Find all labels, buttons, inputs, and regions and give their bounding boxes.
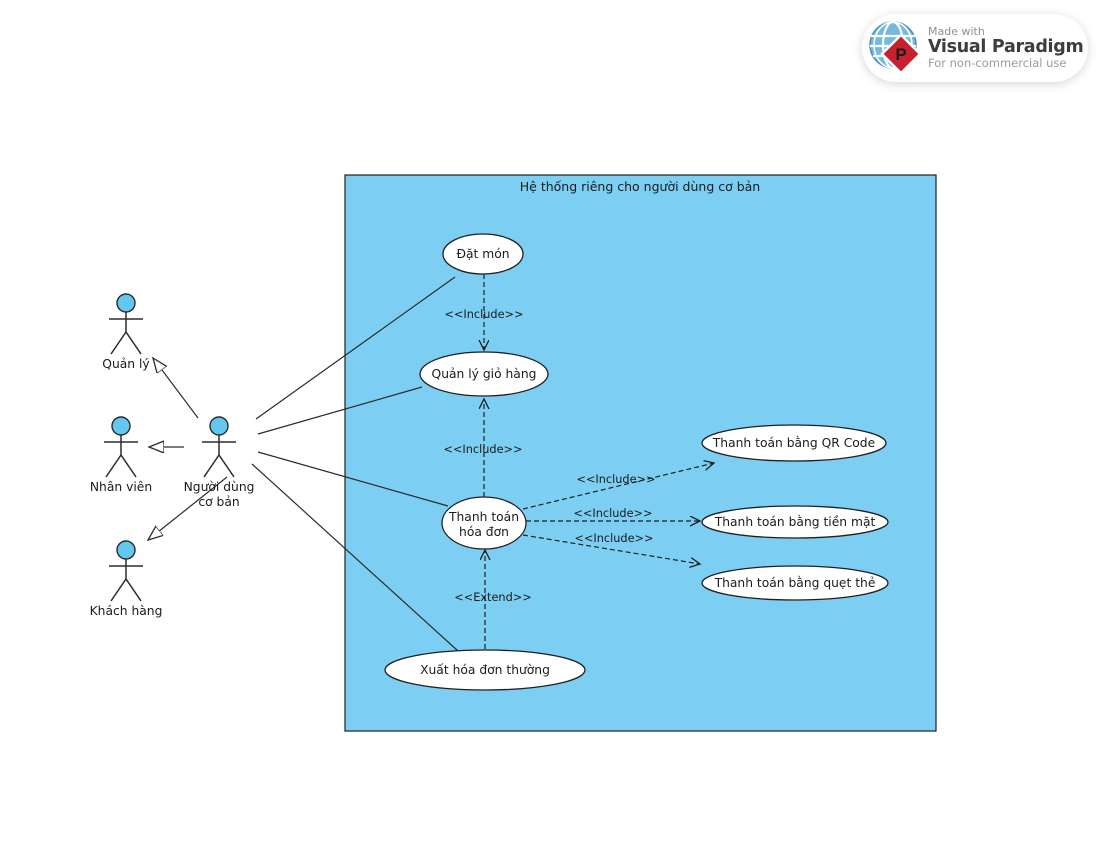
actor-icon — [104, 417, 138, 477]
extend-label: <<Extend>> — [454, 591, 532, 604]
use-case-label: Thanh toán bằng tiền mặt — [714, 515, 876, 529]
actor-label: Người dùng — [183, 480, 255, 494]
visual-paradigm-badge-text — [928, 26, 1083, 70]
badge-brand-text: Visual Paradigm — [928, 37, 1084, 58]
use-case-thanh-toan-qr — [702, 425, 886, 461]
actor-head-icon — [117, 541, 135, 559]
use-case-label: Đặt món — [456, 247, 510, 261]
include-label: <<Include>> — [443, 443, 523, 456]
actor-nguoi-dung-co-ban — [184, 417, 255, 509]
include-label: <<Include>> — [576, 473, 656, 486]
actor-head-icon — [112, 417, 130, 435]
actor-nhan-vien — [90, 417, 152, 494]
use-case-label: Thanh toán bằng quẹt thẻ — [714, 576, 876, 590]
use-case-thanh-toan-hoa-don — [442, 497, 526, 549]
use-case-dat-mon — [443, 234, 523, 274]
include-label: <<Include>> — [573, 507, 653, 520]
svg-text:P: P — [895, 45, 907, 64]
generalization-to-quan-ly — [153, 358, 198, 418]
use-case-quan-ly-gio-hang — [420, 352, 548, 396]
actor-label: Quản lý — [102, 357, 150, 371]
actor-label: Nhân viên — [89, 480, 153, 494]
actor-head-icon — [210, 417, 228, 435]
include-label: <<Include>> — [444, 308, 524, 321]
visual-paradigm-badge[interactable] — [862, 14, 1088, 82]
system-boundary-title: Hệ thống riêng cho người dùng cơ bản — [519, 179, 761, 194]
actor-icon — [109, 541, 143, 601]
use-case-thanh-toan-tien-mat — [702, 506, 888, 538]
badge-license-text: For non-commercial use — [928, 56, 1067, 71]
use-case-xuat-hoa-don-thuong — [385, 650, 585, 690]
use-case-label: Quản lý giỏ hàng — [431, 367, 537, 381]
include-label: <<Include>> — [574, 532, 654, 545]
use-case-label: hóa đơn — [459, 525, 509, 539]
use-case-label: Thanh toán — [448, 510, 520, 524]
actor-head-icon — [117, 294, 135, 312]
actor-khach-hang — [90, 541, 163, 618]
actor-icon — [202, 417, 236, 477]
use-case-label: Thanh toán bằng QR Code — [712, 436, 876, 450]
use-case-label: Xuất hóa đơn thường — [420, 663, 550, 677]
actor-label: cơ bản — [198, 495, 240, 509]
badge-made-with-text: Made with — [928, 25, 985, 38]
use-case-thanh-toan-quet-the — [702, 566, 888, 600]
actor-label: Khách hàng — [89, 604, 163, 618]
actor-quan-ly — [102, 294, 149, 371]
actor-icon — [109, 294, 143, 354]
visual-paradigm-logo-icon — [867, 19, 925, 77]
